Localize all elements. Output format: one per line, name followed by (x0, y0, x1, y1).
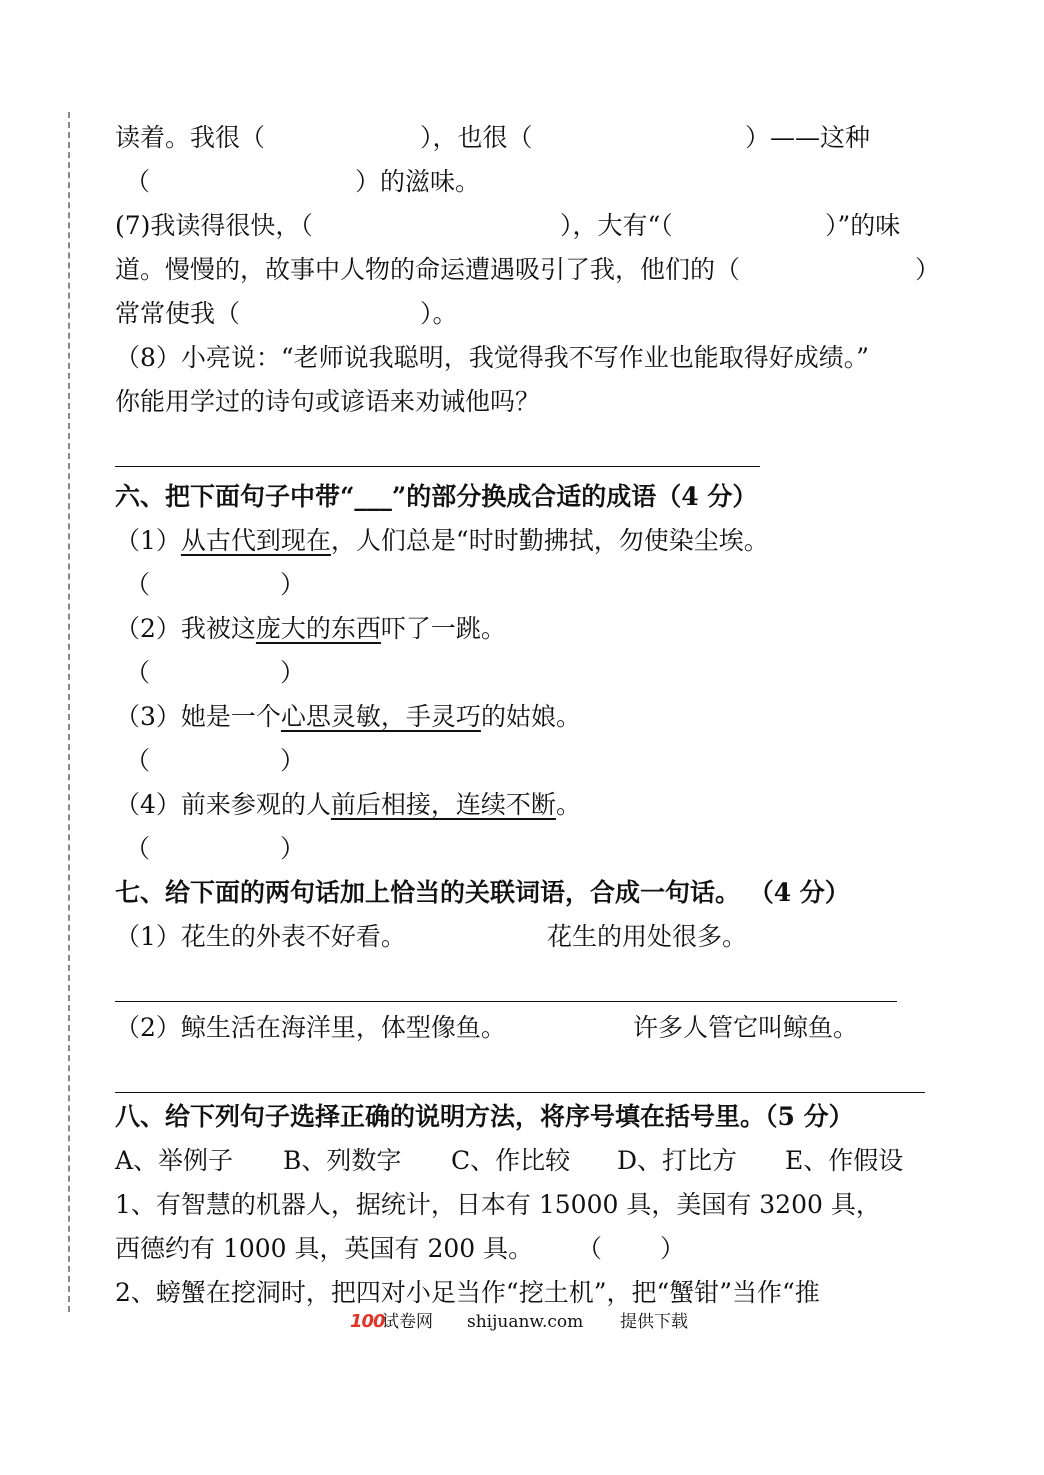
q6-item-2: （2）我被这庞大的东西吓了一跳。 (115, 614, 506, 643)
underlined-phrase: 前后相接，连续不断 (330, 790, 556, 819)
site-name: 试卷网 (382, 1312, 433, 1332)
answer-line-q7-2[interactable] (115, 1050, 925, 1093)
q8-sentence-1-cont: 西德约有 1000 具，英国有 200 具。 （ ） (115, 1227, 945, 1271)
option-e: E、作假设 (785, 1146, 904, 1175)
q5-item-7-cont: 道。慢慢的，故事中人物的命运遭遇吸引了我，他们的（ ） (115, 255, 941, 284)
q5-line-1: 读着。我很（ ），也很（ ）——这种 (115, 123, 871, 152)
q5-item-8-question: 你能用学过的诗句或谚语来劝诫他吗？ (115, 387, 541, 416)
option-c: C、作比较 (451, 1146, 571, 1175)
section-7-title: 七、给下面的两句话加上恰当的关联词语，合成一句话。 （4 分） (115, 878, 850, 907)
q5-item-8: （8）小亮说：“老师说我聪明，我觉得我不写作业也能取得好成绩。” (115, 343, 869, 372)
underlined-phrase: 从古代到现在 (180, 526, 331, 555)
q5-item-7-end: 常常使我（ ）。 (115, 299, 458, 328)
option-d: D、打比方 (617, 1146, 738, 1175)
q7-item-1: （1）花生的外表不好看。 花生的用处很多。 (115, 922, 748, 951)
q5-item-7: (7)我读得很快，（ ），大有“（ ）”的味 (115, 211, 901, 240)
site-url[interactable]: shijuanw.com (467, 1312, 584, 1332)
q6-item-1: （1）从古代到现在，人们总是“时时勤拂拭，勿使染尘埃。 (115, 526, 769, 555)
option-b: B、列数字 (283, 1146, 402, 1175)
binding-margin-line (68, 112, 70, 1312)
q6-item-4: （4）前来参观的人前后相接，连续不断。 (115, 790, 581, 819)
q5-line-2: （ ）的滋味。 (125, 167, 481, 196)
q8-options (115, 1139, 945, 1183)
section-6-title: 六、把下面句子中带“___”的部分换成合适的成语（4 分） (115, 482, 758, 511)
answer-line-q7-1[interactable] (115, 959, 897, 1002)
q8-sentence-2: 2、螃蟹在挖洞时，把四对小足当作“挖土机”，把“蟹钳”当作“推 (115, 1278, 820, 1307)
exam-page-content (115, 116, 945, 1315)
q6-item-3: （3）她是一个心思灵敏，手灵巧的姑娘。 (115, 702, 581, 731)
answer-line-q5-8[interactable] (115, 424, 760, 467)
underlined-phrase: 心思灵敏，手灵巧 (280, 702, 481, 731)
q6-answer-4[interactable]: （ ） (125, 834, 306, 863)
q6-answer-1[interactable]: （ ） (125, 570, 306, 599)
footer-note: 提供下载 (620, 1312, 688, 1332)
section-8-title: 八、给下列句子选择正确的说明方法，将序号填在括号里。（5 分） (115, 1102, 854, 1131)
q7-item-2: （2）鲸生活在海洋里，体型像鱼。 许多人管它叫鲸鱼。 (115, 1013, 859, 1042)
q6-answer-3[interactable]: （ ） (125, 746, 306, 775)
underlined-phrase: 庞大的东西 (255, 614, 381, 643)
q6-answer-2[interactable]: （ ） (125, 658, 306, 687)
option-a: A、举例子 (115, 1146, 234, 1175)
answer-bracket-open[interactable]: （ (577, 1234, 603, 1263)
site-logo: 100 (350, 1311, 385, 1332)
q8-sentence-1: 1、有智慧的机器人，据统计，日本有 15000 具，美国有 3200 具， (115, 1190, 881, 1219)
answer-bracket-close: ） (660, 1234, 686, 1263)
